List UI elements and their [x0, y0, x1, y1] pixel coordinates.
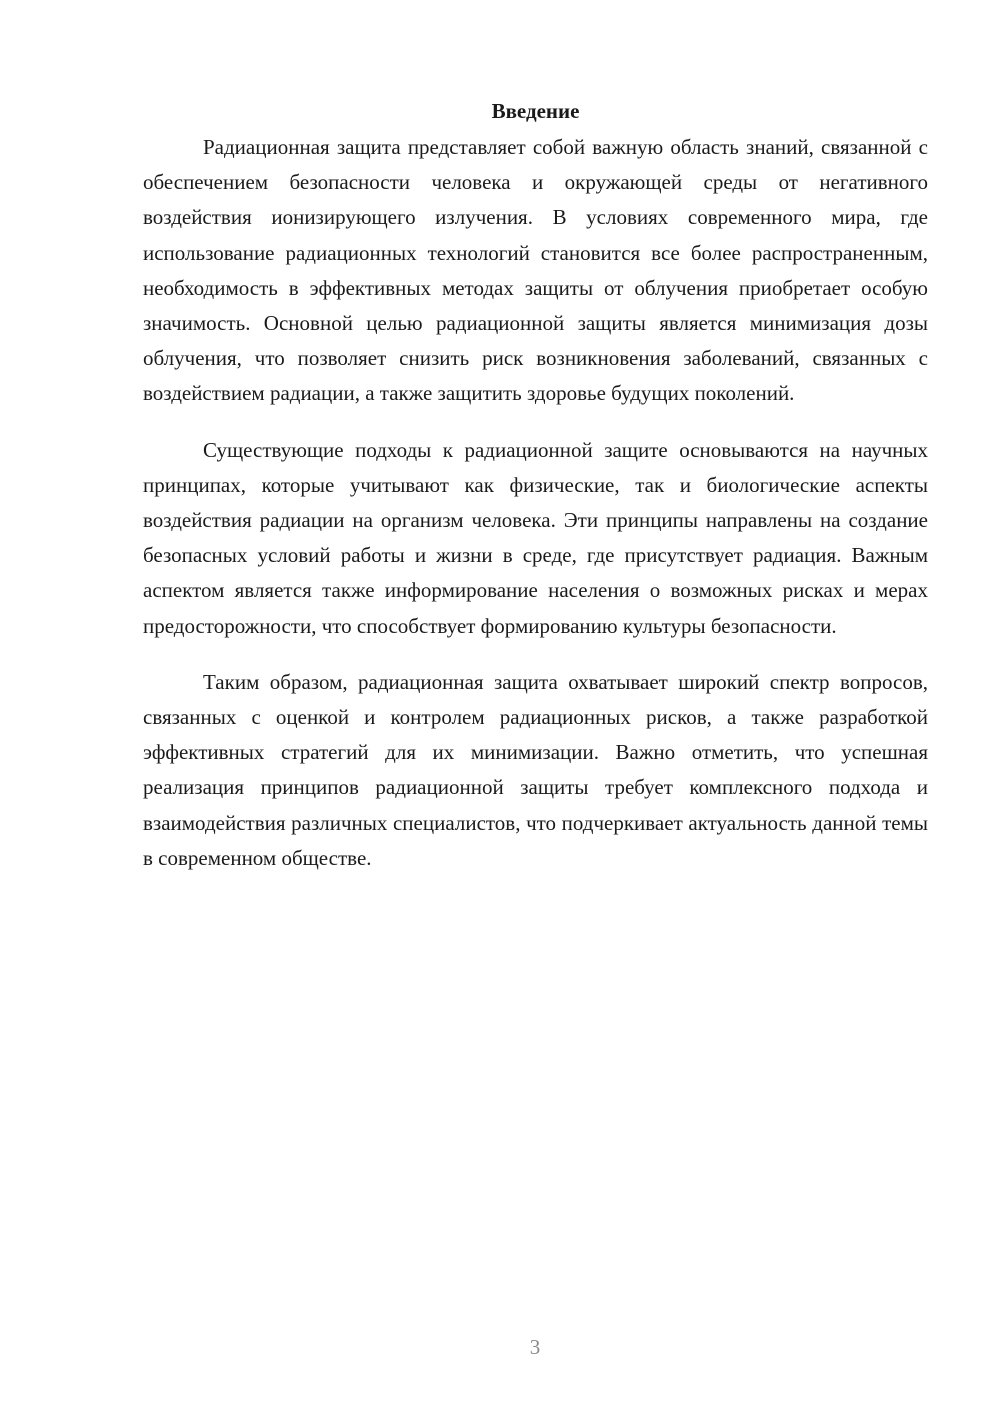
paragraph-3: Таким образом, радиационная защита охватывает широкий спектр вопросов, связанных с оценкой и контролем радиационных рисков, а также разработкой эффективных стратегий для их минимизации. Важно отметить, что успешная реализация принципов радиационной защиты требует комплексного подхода и взаимодействия различных специалистов, что подчеркивает актуальность данной темы в современном обществе.: [143, 669, 928, 870]
paragraph-2: Существующие подходы к радиационной защите основываются на научных принципах, которые учитывают как физические, так и биологические аспекты воздействия радиации на организм человека. Эти принципы направлены на создание безопасных условий работы и жизни в среде, где присутствует радиация. Важным аспектом является также информирование населения о возможных рисках и мерах предосторожности, что способствует формированию культуры безопасности.: [143, 437, 928, 638]
page-content: [143, 96, 928, 897]
section-title: Введение: [491, 99, 580, 123]
paragraph-1: Радиационная защита представляет собой важную область знаний, связанной с обеспечением безопасности человека и окружающей среды от негативного воздействия ионизирующего излучения. В условиях современного мира, где использование радиационных технологий становится все более распространенным, необходимость в эффективных методах защиты от облучения приобретает особую значимость. Основной целью радиационной защиты является минимизация дозы облучения, что позволяет снизить риск возникновения заболеваний, связанных с воздействием радиации, а также защитить здоровье будущих поколений.: [143, 135, 928, 406]
page-number: 3: [529, 1335, 541, 1359]
